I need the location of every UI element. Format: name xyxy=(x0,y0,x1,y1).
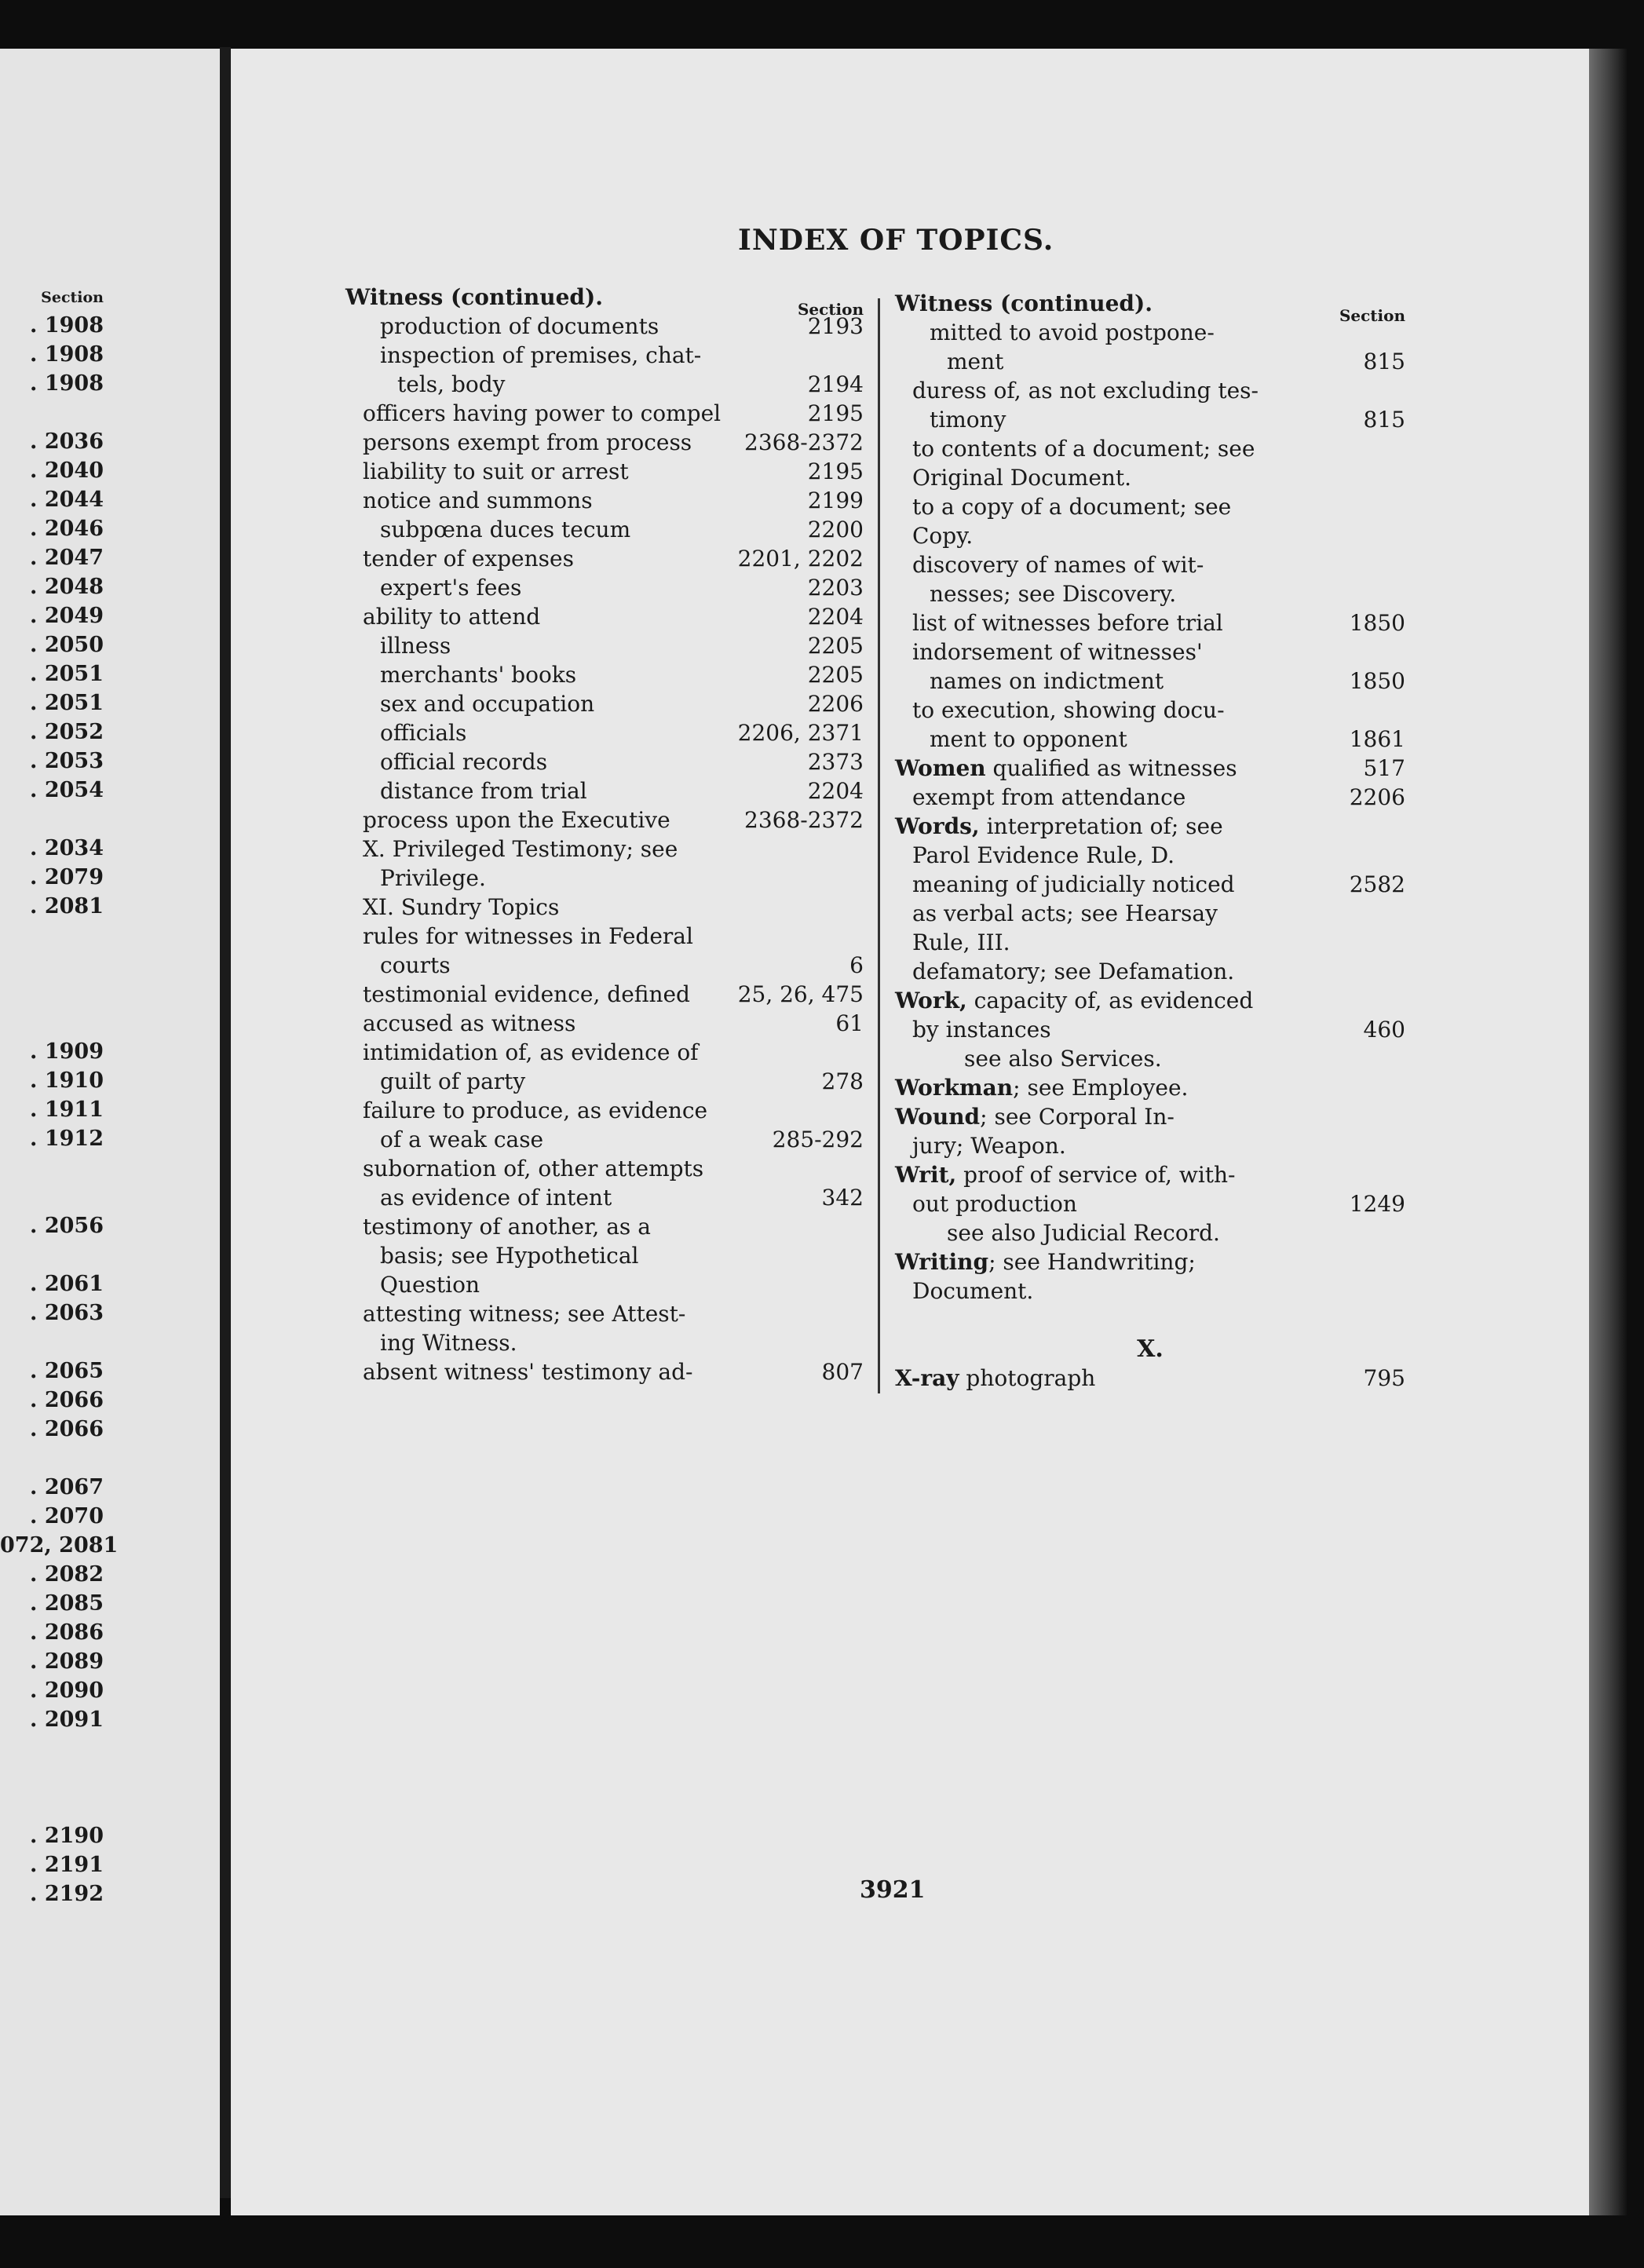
entry-label: Document. xyxy=(912,1278,1034,1304)
index-entry xyxy=(345,1270,864,1299)
index-entry xyxy=(345,1067,864,1096)
index-heading-entry xyxy=(345,283,864,312)
entry-label: Privilege. xyxy=(380,865,486,891)
facing-page-section-number: . 2090 xyxy=(30,1678,104,1703)
facing-page-section-number: . 2050 xyxy=(30,633,104,657)
book-spine xyxy=(220,47,231,2198)
index-entry xyxy=(345,1009,864,1038)
index-heading-entry xyxy=(895,1102,1405,1131)
facing-page-strip xyxy=(0,49,220,2215)
index-entry xyxy=(895,1015,1405,1044)
entry-label: basis; see Hypothetical xyxy=(380,1243,639,1269)
entry-section-number: 517 xyxy=(1363,755,1405,781)
entry-label: duress of, as not excluding tes- xyxy=(912,378,1259,404)
facing-page-section-number: . 2054 xyxy=(30,778,104,802)
entry-label: nesses; see Discovery. xyxy=(930,581,1177,607)
index-entry xyxy=(895,899,1405,928)
index-heading-entry xyxy=(895,1364,1405,1393)
column-divider xyxy=(878,298,880,1393)
entry-label: production of documents xyxy=(380,313,659,339)
entry-section-number: 2204 xyxy=(807,778,864,804)
index-entry xyxy=(345,1357,864,1386)
facing-page-section-number: . 2066 xyxy=(30,1388,104,1412)
index-entry xyxy=(345,1125,864,1154)
facing-page-section-number: . 2053 xyxy=(30,749,104,773)
index-entry xyxy=(895,347,1405,376)
facing-page-section-number: . 2192 xyxy=(30,1882,104,1906)
entry-section-number: 2195 xyxy=(807,458,864,484)
index-entry xyxy=(895,667,1405,696)
entry-label: out production xyxy=(912,1191,1077,1217)
facing-page-section-number: . 1908 xyxy=(30,371,104,396)
index-entry xyxy=(895,841,1405,870)
entry-label: Copy. xyxy=(912,523,974,549)
entry-label: XI. Sundry Topics xyxy=(363,894,560,920)
entry-label: jury; Weapon. xyxy=(912,1133,1066,1159)
facing-page-section-number: . 1909 xyxy=(30,1039,104,1064)
entry-label: indorsement of witnesses' xyxy=(912,639,1203,665)
facing-page-section-number: . 2079 xyxy=(30,865,104,889)
entry-section-number: 2199 xyxy=(807,488,864,513)
entry-label: to execution, showing docu- xyxy=(912,697,1225,723)
index-heading-entry xyxy=(895,986,1405,1015)
index-entry xyxy=(895,957,1405,986)
index-entry xyxy=(345,1212,864,1241)
entry-section-number: 1861 xyxy=(1349,726,1405,752)
index-entry xyxy=(345,1183,864,1212)
entry-section-number: 285-292 xyxy=(772,1127,864,1152)
index-column-right xyxy=(895,289,1405,1393)
entry-label: mitted to avoid postpone- xyxy=(930,320,1215,345)
entry-label: Words, interpretation of; see xyxy=(895,813,1223,839)
entry-label: accused as witness xyxy=(363,1010,576,1036)
entry-label: Original Document. xyxy=(912,465,1132,491)
section-header-left: Section xyxy=(797,300,864,319)
entry-label: liability to suit or arrest xyxy=(363,458,629,484)
facing-page-section-number: . 2051 xyxy=(30,691,104,715)
index-entry xyxy=(345,835,864,864)
index-entry xyxy=(895,1276,1405,1306)
entry-label: illness xyxy=(380,633,451,659)
index-entry xyxy=(895,434,1405,463)
entry-label: ment to opponent xyxy=(930,726,1127,752)
entry-label: Writ, proof of service of, with- xyxy=(895,1162,1236,1188)
facing-page-section-number: . 2061 xyxy=(30,1272,104,1296)
entry-section-number: 2205 xyxy=(807,662,864,688)
index-entry xyxy=(895,376,1405,405)
index-entry xyxy=(895,928,1405,957)
entry-section-number: 795 xyxy=(1363,1365,1405,1391)
entry-label: intimidation of, as evidence of xyxy=(363,1039,699,1065)
entry-label: subpœna duces tecum xyxy=(380,517,631,542)
index-heading-entry xyxy=(895,812,1405,841)
facing-page-section-number: . 2081 xyxy=(30,894,104,919)
entry-label: testimony of another, as a xyxy=(363,1214,651,1240)
entry-section-number: 2200 xyxy=(807,517,864,542)
entry-section-number: 278 xyxy=(821,1068,864,1094)
entry-section-number: 342 xyxy=(821,1185,864,1211)
entry-label: as verbal acts; see Hearsay xyxy=(912,900,1218,926)
index-entry xyxy=(345,486,864,515)
index-entry xyxy=(345,1096,864,1125)
index-heading-entry xyxy=(895,1247,1405,1276)
entry-section-number: 2203 xyxy=(807,575,864,601)
index-entry xyxy=(345,1038,864,1067)
entry-section-number: 2368-2372 xyxy=(744,807,864,833)
facing-page-section-number: . 1908 xyxy=(30,342,104,367)
entry-label: distance from trial xyxy=(380,778,587,804)
entry-label: exempt from attendance xyxy=(912,784,1186,810)
index-entry xyxy=(345,515,864,544)
index-entry xyxy=(895,1218,1405,1247)
entry-label: defamatory; see Defamation. xyxy=(912,959,1235,984)
entry-label: see also Judicial Record. xyxy=(947,1220,1220,1246)
facing-page-section-number: . 1910 xyxy=(30,1068,104,1093)
index-entry xyxy=(895,725,1405,754)
index-heading-entry xyxy=(895,289,1405,318)
entry-label: Question xyxy=(380,1272,480,1298)
index-entry xyxy=(895,1335,1405,1364)
entry-label: as evidence of intent xyxy=(380,1185,612,1211)
index-column-left xyxy=(345,283,864,1386)
facing-page-section-number: . 2070 xyxy=(30,1504,104,1528)
entry-label: absent witness' testimony ad- xyxy=(363,1359,693,1385)
facing-page-section-number: . 2049 xyxy=(30,604,104,628)
entry-label: X. Privileged Testimony; see xyxy=(363,836,678,862)
entry-section-number: 2205 xyxy=(807,633,864,659)
facing-page-section-number: . 2052 xyxy=(30,720,104,744)
index-entry xyxy=(345,341,864,370)
facing-page-section-number: . 2036 xyxy=(30,429,104,454)
facing-page-section-number: . 2067 xyxy=(30,1475,104,1499)
entry-label: attesting witness; see Attest- xyxy=(363,1301,686,1327)
index-entry xyxy=(345,922,864,951)
index-entry xyxy=(345,689,864,718)
facing-page-section-number: . 2047 xyxy=(30,546,104,570)
facing-page-section-number: . 2191 xyxy=(30,1853,104,1877)
entry-label: X-ray photograph xyxy=(895,1365,1096,1391)
index-entry xyxy=(895,318,1405,347)
index-entry xyxy=(345,602,864,631)
index-entry xyxy=(345,660,864,689)
facing-page-section-number: . 1911 xyxy=(30,1097,104,1122)
entry-label: ment xyxy=(947,349,1004,374)
facing-page-section-number: . 2190 xyxy=(30,1824,104,1848)
entry-label: Work, capacity of, as evidenced xyxy=(895,988,1254,1013)
entry-section-number: 807 xyxy=(821,1359,864,1385)
index-entry xyxy=(895,463,1405,492)
facing-page-section-number: . 2048 xyxy=(30,575,104,599)
index-entry xyxy=(895,1189,1405,1218)
index-entry xyxy=(895,405,1405,434)
entry-label: Rule, III. xyxy=(912,929,1010,955)
section-header-right: Section xyxy=(1339,306,1405,325)
entry-label: Workman; see Employee. xyxy=(895,1075,1189,1101)
index-entry xyxy=(895,550,1405,579)
entry-section-number: 2582 xyxy=(1349,871,1405,897)
entry-label: by instances xyxy=(912,1017,1051,1043)
entry-label: rules for witnesses in Federal xyxy=(363,923,693,949)
entry-label: to a copy of a document; see xyxy=(912,494,1232,520)
entry-label: subornation of, other attempts xyxy=(363,1156,704,1181)
entry-label: officials xyxy=(380,720,467,746)
entry-label: discovery of names of wit- xyxy=(912,552,1204,578)
entry-label: X. xyxy=(1137,1335,1164,1363)
facing-page-section-number: . 2085 xyxy=(30,1591,104,1616)
entry-section-number: 1850 xyxy=(1349,610,1405,636)
facing-page-section-number: . 2034 xyxy=(30,836,104,860)
facing-page-section-number: 072, 2081 xyxy=(0,1533,119,1558)
index-entry xyxy=(345,1299,864,1328)
facing-page-section-header: Section xyxy=(41,289,104,306)
entry-label: of a weak case xyxy=(380,1127,544,1152)
entry-section-number: 2206 xyxy=(807,691,864,717)
facing-page-section-number: . 2063 xyxy=(30,1301,104,1325)
facing-page-section-number: . 2046 xyxy=(30,517,104,541)
index-entry xyxy=(345,457,864,486)
entry-section-number: 1249 xyxy=(1349,1191,1405,1217)
index-entry xyxy=(345,428,864,457)
entry-label: inspection of premises, chat- xyxy=(380,342,702,368)
entry-section-number: 460 xyxy=(1363,1017,1405,1043)
index-entry xyxy=(895,521,1405,550)
index-entry xyxy=(345,399,864,428)
facing-page-section-number: . 2065 xyxy=(30,1359,104,1383)
entry-section-number: 815 xyxy=(1363,349,1405,374)
entry-section-number: 2204 xyxy=(807,604,864,630)
entry-label: Parol Evidence Rule, D. xyxy=(912,842,1175,868)
entry-label: courts xyxy=(380,952,451,978)
facing-page-section-number: . 2091 xyxy=(30,1707,104,1732)
entry-label: Witness (continued). xyxy=(895,290,1153,316)
facing-page-section-number: . 2040 xyxy=(30,458,104,483)
index-entry xyxy=(345,1154,864,1183)
index-entry xyxy=(345,544,864,573)
entry-label: Women qualified as witnesses xyxy=(895,755,1237,781)
entry-label: notice and summons xyxy=(363,488,593,513)
entry-section-number: 2195 xyxy=(807,400,864,426)
index-entry xyxy=(345,747,864,776)
entry-label: see also Services. xyxy=(964,1046,1162,1072)
index-entry xyxy=(345,980,864,1009)
entry-label: ing Witness. xyxy=(380,1330,517,1356)
entry-label: expert's fees xyxy=(380,575,522,601)
facing-page-section-number: . 2089 xyxy=(30,1649,104,1674)
entry-label: Witness (continued). xyxy=(345,284,603,310)
facing-page-section-number: . 2066 xyxy=(30,1417,104,1441)
index-entry xyxy=(895,579,1405,608)
facing-page-section-number: . 2044 xyxy=(30,488,104,512)
entry-label: list of witnesses before trial xyxy=(912,610,1223,636)
page-edge-shadow xyxy=(1589,49,1627,2215)
entry-label: failure to produce, as evidence xyxy=(363,1097,708,1123)
entry-section-number: 2368-2372 xyxy=(744,429,864,455)
entry-section-number: 2201, 2202 xyxy=(737,546,864,572)
entry-section-number: 61 xyxy=(835,1010,864,1036)
entry-label: officers having power to compel xyxy=(363,400,722,426)
entry-section-number: 2206, 2371 xyxy=(737,720,864,746)
index-entry xyxy=(345,1328,864,1357)
entry-section-number: 2194 xyxy=(807,371,864,397)
entry-label: tender of expenses xyxy=(363,546,574,572)
index-entry xyxy=(895,608,1405,637)
index-heading-entry xyxy=(895,1073,1405,1102)
entry-label: testimonial evidence, defined xyxy=(363,981,690,1007)
entry-label: process upon the Executive xyxy=(363,807,670,833)
index-entry xyxy=(345,370,864,399)
index-entry xyxy=(345,573,864,602)
index-entry xyxy=(345,776,864,805)
entry-label: to contents of a document; see xyxy=(912,436,1255,462)
entry-section-number: 6 xyxy=(849,952,864,978)
entry-label: timony xyxy=(930,407,1006,433)
entry-label: Wound; see Corporal In- xyxy=(895,1104,1175,1130)
entry-label: names on indictment xyxy=(930,668,1164,694)
facing-page-section-number: . 1912 xyxy=(30,1127,104,1151)
index-entry xyxy=(345,893,864,922)
index-entry xyxy=(895,1131,1405,1160)
index-entry xyxy=(895,696,1405,725)
entry-section-number: 2193 xyxy=(807,313,864,339)
facing-page-section-number: . 2056 xyxy=(30,1214,104,1238)
facing-page-section-number: . 2082 xyxy=(30,1562,104,1587)
index-entry xyxy=(895,870,1405,899)
entry-label: guilt of party xyxy=(380,1068,526,1094)
facing-page-section-number: . 1908 xyxy=(30,313,104,338)
entry-section-number: 2206 xyxy=(1349,784,1405,810)
index-entry xyxy=(895,1044,1405,1073)
entry-label: Writing; see Handwriting; xyxy=(895,1249,1196,1275)
index-entry xyxy=(345,1241,864,1270)
entry-section-number: 25, 26, 475 xyxy=(737,981,864,1007)
entry-section-number: 1850 xyxy=(1349,668,1405,694)
index-entry xyxy=(895,783,1405,812)
index-entry xyxy=(345,805,864,835)
page-title: INDEX OF TOPICS. xyxy=(738,224,1054,257)
index-entry xyxy=(895,637,1405,667)
entry-label: tels, body xyxy=(397,371,506,397)
index-entry xyxy=(345,951,864,980)
entry-label: merchants' books xyxy=(380,662,577,688)
page-number: 3921 xyxy=(860,1876,926,1904)
entry-label: sex and occupation xyxy=(380,691,595,717)
index-entry xyxy=(895,1306,1405,1335)
index-entry xyxy=(895,492,1405,521)
facing-page-section-number: . 2086 xyxy=(30,1620,104,1645)
index-entry xyxy=(345,718,864,747)
index-heading-entry xyxy=(895,1160,1405,1189)
index-entry xyxy=(345,864,864,893)
entry-label: official records xyxy=(380,749,548,775)
facing-page-section-number: . 2051 xyxy=(30,662,104,686)
index-heading-entry xyxy=(895,754,1405,783)
entry-label: persons exempt from process xyxy=(363,429,692,455)
entry-section-number: 2373 xyxy=(807,749,864,775)
entry-section-number: 815 xyxy=(1363,407,1405,433)
index-entry xyxy=(345,312,864,341)
entry-label: meaning of judicially noticed xyxy=(912,871,1235,897)
index-entry xyxy=(345,631,864,660)
entry-label: ability to attend xyxy=(363,604,541,630)
